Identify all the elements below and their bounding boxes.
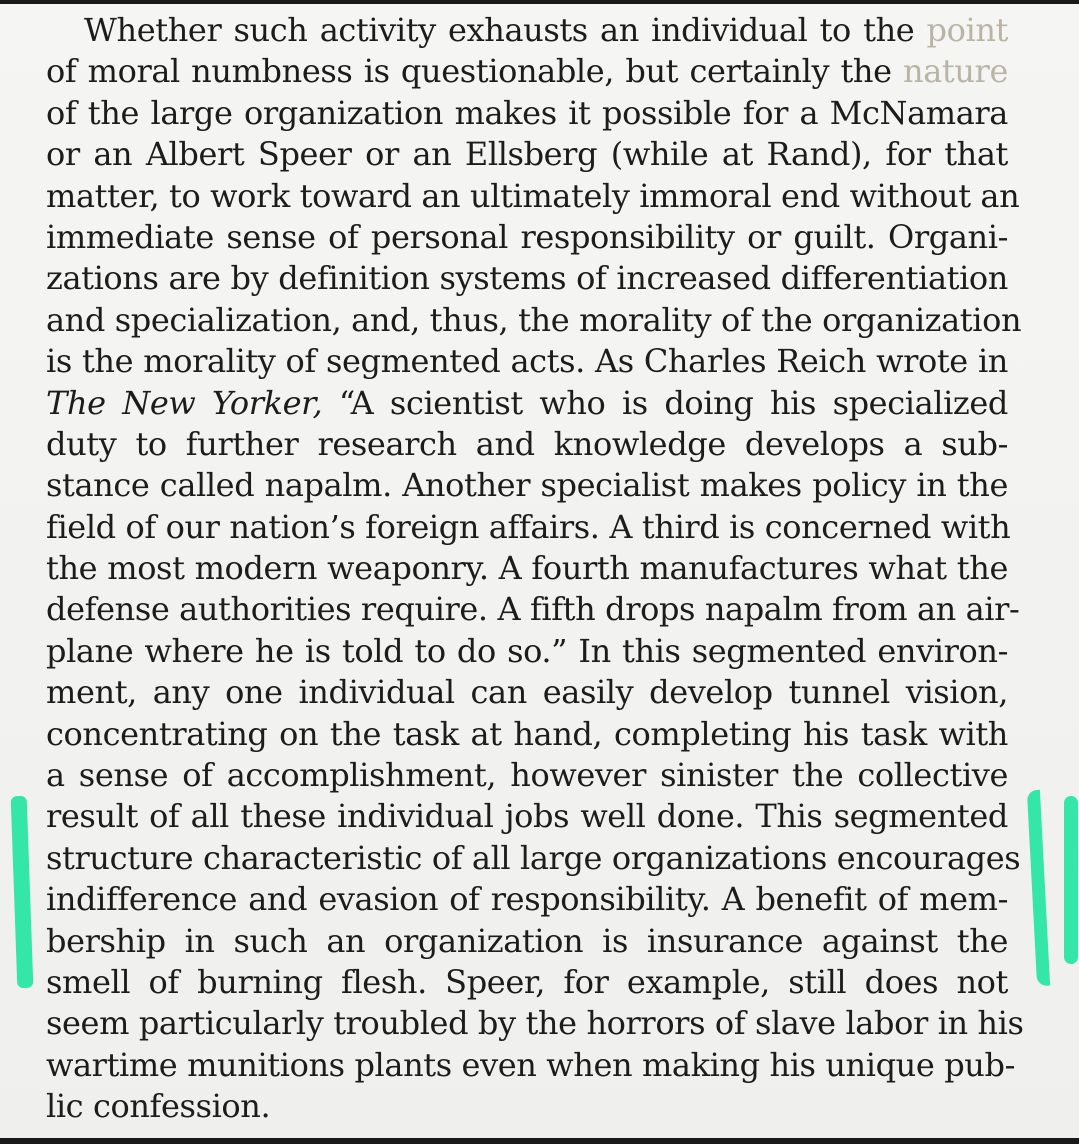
text-line: defense authorities require. A fifth drops napalm from an air- — [46, 590, 1020, 629]
text-line: The New Yorker, “A scientist who is doing his specialized — [46, 383, 1008, 422]
text-line: ment, any one individual can easily develop tunnel vision, — [46, 673, 1008, 712]
text-line: lic confession. — [46, 1087, 271, 1126]
text-line: or an Albert Speer or an Ellsberg (while at Rand), for that — [46, 135, 1008, 174]
text-line: indifference and evasion of responsibility. A benefit of mem- — [46, 880, 1008, 919]
text-line: structure characteristic of all large organizations encourages — [46, 838, 1021, 877]
page-top-edge — [0, 0, 1079, 4]
text-line: stance called napalm. Another specialist makes policy in the — [46, 466, 1008, 505]
right-highlight-bar — [1064, 796, 1078, 964]
text-line: of the large organization makes it possible for a McNamara — [46, 93, 1008, 132]
text-line: is the morality of segmented acts. As Charles Reich wrote in — [46, 342, 1008, 381]
text-line: the most modern weaponry. A fourth manufactures what the — [46, 549, 1008, 588]
faded-word: point — [926, 11, 1008, 49]
text-line: a sense of accomplishment, however sinister the collective — [46, 756, 1008, 795]
publication-title: The New Yorker, — [46, 383, 323, 422]
faded-word: nature — [903, 52, 1008, 91]
text-line: zations are by definition systems of increased differentiation — [46, 259, 1008, 298]
text-line: Whether such activity exhausts an individual to the point — [84, 11, 1008, 49]
text-line: immediate sense of personal responsibility or guilt. Organi- — [46, 217, 1008, 256]
left-highlight-mark — [11, 796, 34, 988]
text-line: field of our nation’s foreign affairs. A third is concerned with — [46, 507, 1011, 546]
text-line: wartime munitions plants even when making his unique pub- — [46, 1045, 1015, 1084]
text-line: plane where he is told to do so.” In this segmented environ- — [46, 631, 1008, 670]
text-line: and specialization, and, thus, the morality of the organization — [46, 300, 1022, 339]
text-line: of moral numbness is questionable, but certainly the nature — [46, 52, 1008, 91]
body-paragraph — [46, 10, 1024, 1128]
text-line: concentrating on the task at hand, completing his task with — [46, 714, 1008, 753]
text-line: matter, to work toward an ultimately immoral end without an — [46, 176, 1020, 215]
text-line: smell of burning flesh. Speer, for example, still does not — [46, 962, 1008, 1001]
right-highlight-bracket — [1027, 790, 1050, 986]
page-bottom-edge — [0, 1138, 1079, 1144]
text-line: bership in such an organization is insurance against the — [46, 921, 1008, 960]
text-line: duty to further research and knowledge develops a sub- — [46, 424, 1008, 463]
text-line: result of all these individual jobs well done. This segmented — [46, 797, 1008, 836]
text-line: seem particularly troubled by the horrors of slave labor in his — [46, 1004, 1024, 1043]
